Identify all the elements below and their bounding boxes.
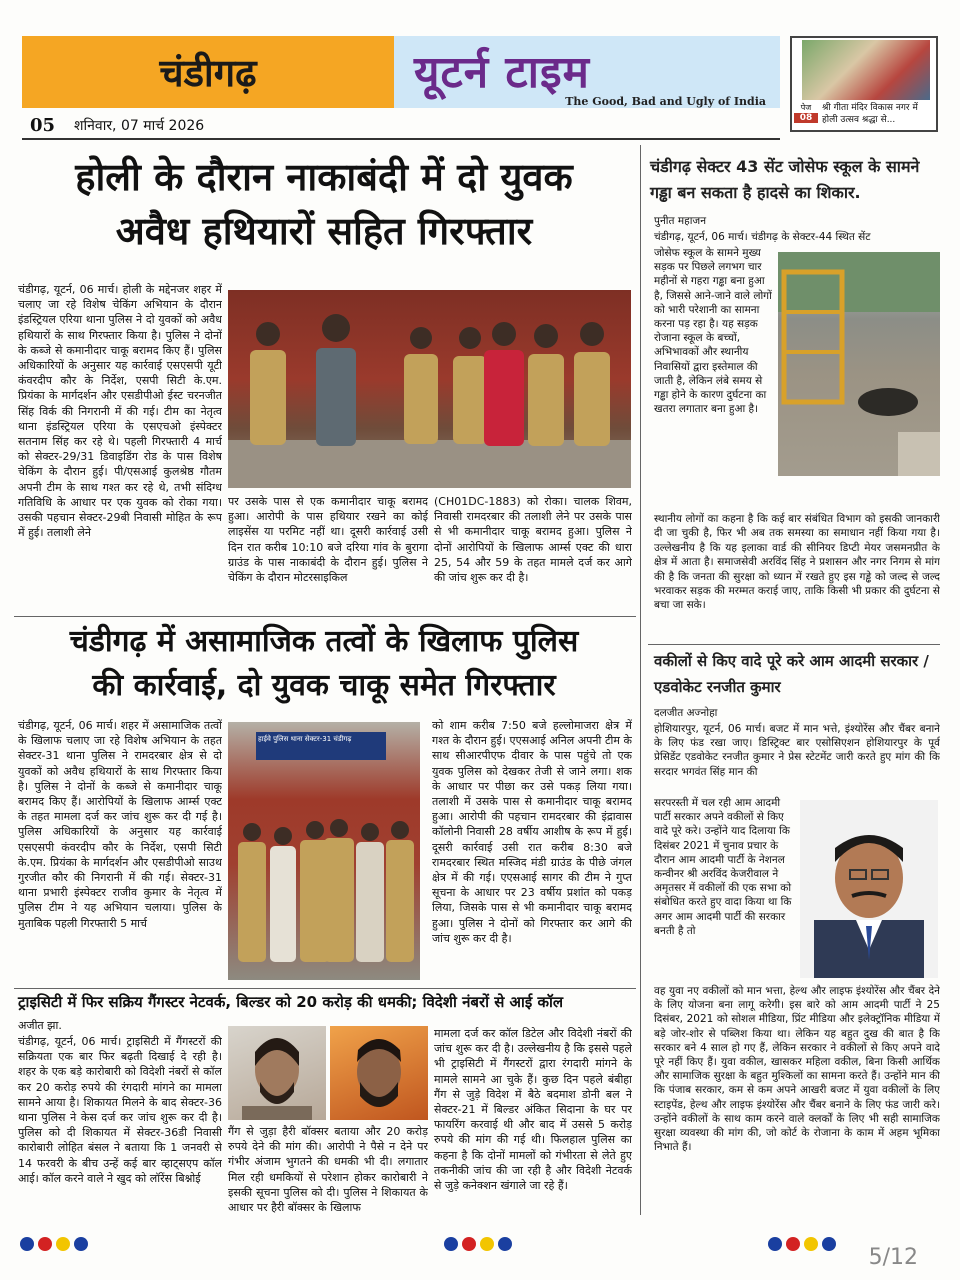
story3-photo-left bbox=[228, 1026, 326, 1120]
story1-col1: चंडीगढ़, यूटर्न, 06 मार्च। होली के मद्देनजर शहर में चलाए जा रहे विशेष चेकिंग अभियान के दौरान इंडस्ट्रियल एरिया थाना पुलिस ने दो युवकों को अवैध हथियारों के साथ गिरफ्तार किया है। पुलिस ने दोनों के कब्जे से कमानीदार चाकू बरामद किए हैं। पुलिस अधिकारियों के अनुसार यह कार्रवाई एसएसपी यूटी कंवरदीप कौर के निर्देश, एसपी सिटी के.एम. प्रियंका के मार्गदर्शन और एसडीपीओ ईस्ट चरनजीत सिंह विर्क की निगरानी में की गई। टीम का नेतृत्व थाना इंडस्ट्रियल एरिया के एसएचओ इंस्पेक्टर सतनाम सिंह कर रहे थे। पहली गिरफ्तारी 4 मार्च को सेक्टर-29/31 डिवाइडिंग रोड के पास विशेष चेकिंग के दौरान हुई। पी/एसआई कुलश्रेष्ठ गौतम अपनी टीम के साथ गश्त कर रहे थे, तभी संदिग्ध गतिविधि के आधार पर एक युवक को रोका गया। उसकी पहचान सेक्टर-29बी निवासी मोहित के रूप में हुई। तलाशी लेने bbox=[18, 283, 222, 540]
suspect-portrait-1 bbox=[228, 1026, 326, 1120]
column-divider bbox=[640, 145, 641, 1215]
story1-headline bbox=[14, 150, 634, 258]
footer-dots-right bbox=[768, 1236, 840, 1255]
story4-side: जोसेफ स्कूल के सामने मुख्य सड़क पर पिछले लगभग चार महीनों से गहरा गड्ढा बना हुआ है, जिससे आने-जाने वाले लोगों को भारी परेशानी का सामना करना पड़ रहा है। यह सड़क रोजाना स्कूल के बच्चों, अभिभावकों और स्थानीय निवासियों द्वारा इस्तेमाल की जाती है, लेकिन लंबे समय से गड्ढा होने के कारण दुर्घटना का खतरा लगातार बना हुआ है। bbox=[654, 247, 772, 416]
story5-byline: दलजीत अज्नोहा bbox=[654, 707, 718, 719]
footer-dot bbox=[822, 1237, 836, 1251]
teaser-page-ref bbox=[794, 102, 818, 123]
story2-headline bbox=[14, 620, 634, 708]
story3-photo-right bbox=[330, 1026, 428, 1120]
masthead bbox=[394, 36, 780, 108]
footer-dot bbox=[768, 1237, 782, 1251]
advocate-portrait bbox=[800, 800, 938, 978]
story1-col3: (CH01DC-1883) को रोका। चालक शिवम, निवासी रामदरबार की तलाशी लेने पर उसके पास से भी कमानीदार चाकू बरामद हुआ। पुलिस ने दोनों आरोपियों के खिलाफ आर्म्स एक्ट की धारा 25, 54 और 59 के तहत मामले दर्ज कर आगे की जांच शुरू कर दी है। bbox=[434, 495, 632, 585]
story4-photo bbox=[778, 252, 940, 476]
footer-dot bbox=[498, 1237, 512, 1251]
story3-col2: गैंग से जुड़ा हैरी बॉक्सर बताया और 20 करोड़ रुपये देने की मांग की। आरोपी ने पैसे न देने पर गंभीर अंजाम भुगतने की धमकी भी दी। लगातार मिल रही धमकियों से परेशान होकर कारोबारी ने इसकी सूचना पुलिस को दी। पुलिस ने शिकायत के आधार पर हैरी बॉक्सर के खिलाफ bbox=[228, 1125, 428, 1215]
suspect-portrait-2 bbox=[330, 1026, 428, 1120]
footer-dot bbox=[480, 1237, 494, 1251]
police-group-figures bbox=[228, 290, 631, 488]
story5-headline: वकीलों से किए वादे पूरे करे आम आदमी सरकार / एडवोकेट रनजीत कुमार bbox=[654, 652, 929, 696]
story2-photo bbox=[228, 722, 420, 980]
footer-dot bbox=[56, 1237, 70, 1251]
story2-headline-line1: चंडीगढ़ में असामाजिक तत्वों के खिलाफ पुलिस bbox=[69, 624, 579, 659]
issue-date: शनिवार, 07 मार्च 2026 bbox=[74, 118, 205, 134]
story4-lead: चंडीगढ़, यूटर्न, 06 मार्च। चंडीगढ़ के सेक्टर-44 स्थित सेंट bbox=[654, 231, 871, 243]
story1-col2: पर उसके पास से एक कमानीदार चाकू बरामद हुआ। आरोपी के पास हथियार रखने का कोई लाइसेंस या परमिट नहीं था। दूसरी कार्रवाई उसी दिन रात करीब 10:10 बजे दरिया गांव के बुरागा ग्राउंड के पास नाकाबंदी के दौरान हुई। पुलिस ने चेकिंग के दौरान मोटरसाइकिल bbox=[228, 495, 428, 585]
footer-dot bbox=[38, 1237, 52, 1251]
section-rule bbox=[14, 988, 636, 989]
footer-dot bbox=[786, 1237, 800, 1251]
masthead-rule bbox=[22, 138, 780, 140]
footer-dots-left bbox=[20, 1236, 92, 1255]
page-number: 05 bbox=[30, 115, 56, 136]
police-station-sign: हाईवे पुलिस थाना सेक्टर-31 चंडीगढ़ bbox=[256, 732, 386, 760]
story2-col1: चंडीगढ़, यूटर्न, 06 मार्च। शहर में असामाजिक तत्वों के खिलाफ चलाए जा रहे विशेष अभियान के तहत सेक्टर-31 थाना पुलिस ने रामदरबार क्षेत्र से दो युवकों को अवैध हथियारों के साथ गिरफ्तार किया है। पुलिस ने दोनों के कब्जे से कमानीदार चाकू बरामद किए हैं। आरोपियों के खिलाफ आर्म्स एक्ट के तहत मामला दर्ज कर जांच शुरू कर दी गई है। पुलिस अधिकारियों के अनुसार यह कार्रवाई एसएसपी कंवरदीप कौर के निर्देश, एसपी सिटी के.एम. प्रियंका के मार्गदर्शन और एसडीपीओ साउथ गुरजीत कौर की निगरानी में की गई। सेक्टर-31 थाना प्रभारी इंस्पेक्टर राजीव कुमार के नेतृत्व में पुलिस टीम ने यह अभियान चलाया। पुलिस के मुताबिक पहली गिरफ्तारी 5 मार्च bbox=[18, 719, 222, 930]
story1-headline-line1: होली के दौरान नाकाबंदी में दो युवक bbox=[75, 155, 573, 199]
footer-dots-center bbox=[444, 1236, 516, 1255]
story2-headline-line2: की कार्रवाई, दो युवक चाकू समेत गिरफ्तार bbox=[92, 668, 556, 703]
teaser-caption: श्री गीता मंदिर विकास नगर में होली उत्सव श्रद्धा से... bbox=[822, 103, 918, 125]
section-rule bbox=[648, 644, 940, 645]
story5-photo bbox=[800, 800, 938, 978]
city-name: चंडीगढ़ bbox=[159, 51, 257, 95]
pothole-scene bbox=[778, 252, 940, 476]
story3-col3: मामला दर्ज कर कॉल डिटेल और विदेशी नंबरों की जांच शुरू कर दी है। उल्लेखनीय है कि इससे पहले भी ट्राइसिटी में गैंगस्टरों द्वारा रंगदारी मांगने के मामले सामने आ चुके हैं। कुछ दिन पहले बंबीहा गैंग से जुड़े विदेश में बैठे बदमाश डोनी बल ने सेक्टर-21 में बिल्डर अंकित सिदाना के घर पर फायरिंग करवाई थी और बाद में उससे 5 करोड़ रुपये की मांग की गई थी। फिलहाल पुलिस का कहना है कि दोनों मामलों को गंभीरता से लेते हुए तकनीकी जांच की जा रही है और विदेशी नेटवर्क से जुड़े कनेक्शन खंगाले जा रहे हैं। bbox=[434, 1027, 632, 1193]
footer-dot bbox=[804, 1237, 818, 1251]
story1-headline-line2: अवैध हथियारों सहित गिरफ्तार bbox=[115, 209, 533, 253]
story4-byline: पुनीत महाजन bbox=[654, 215, 707, 227]
paper-name: यूटर्न टाइम bbox=[414, 47, 590, 98]
story2-col3: को शाम करीब 7:50 बजे हल्लोमाजरा क्षेत्र में गश्त के दौरान हुई। एएसआई अनिल अपनी टीम के साथ सीआरपीएफ दीवार के पास पहुंचे तो एक युवक पुलिस को देखकर तेजी से जाने लगा। शक के आधार पर पीछा कर उसे पकड़ लिया गया। तलाशी में उसके पास से कमानीदार चाकू बरामद हुआ। आरोपी की पहचान रामदरबार की इंद्रावास कॉलोनी निवासी 28 वर्षीय आशीष के रूप में हुई। दूसरी कार्रवाई उसी रात करीब 8:30 बजे रामदरबार स्थित मस्जिद मंडी ग्राउंड के पीछे जंगल क्षेत्र में की गई। एएसआई सागर की टीम ने गुप्त सूचना के आधार पर 23 वर्षीय प्रशांत को पकड़ लिया, जिसके पास से भी कमानीदार चाकू बरामद हुआ। पुलिस ने दोनों को गिरफ्तार कर आगे की जांच शुरू कर दी है। bbox=[432, 719, 632, 945]
page-counter[interactable]: 5/12 bbox=[868, 1245, 918, 1270]
section-rule bbox=[14, 616, 636, 617]
story5-lead: होशियारपुर, यूटर्न, 06 मार्च। बजट में मान भत्ते, इंश्योरेंस और चैंबर बनाने के लिए फंड रखा जाए। डिस्ट्रिक्ट बार एसोसिएशन होशियारपुर के पूर्व प्रेसिडेंट एडवोकेट रनजीत कुमार ने प्रेस स्टेटमेंट जारी करते हुए मांग की कि सरदार भगवंत सिंह मान की bbox=[654, 723, 940, 778]
story3-col1: चंडीगढ़, यूटर्न, 06 मार्च। ट्राइसिटी में गैंगस्टरों की सक्रियता एक बार फिर बढ़ती दिखाई दे रही है। शहर के एक बड़े कारोबारी को विदेशी नंबरों से कॉल कर 20 करोड़ रुपये की रंगदारी मांगने का मामला सामने आया है। शिकायत मिलने के बाद सेक्टर-36 थाना पुलिस ने केस दर्ज कर जांच शुरू कर दी है। पुलिस को दी शिकायत में सेक्टर-36डी निवासी कारोबारी लोहित बंसल ने बताया कि 1 जनवरी से 14 फरवरी के बीच उन्हें कई बार व्हाट्सएप कॉल आई। कॉल करने वाले ने खुद को लॉरेंस बिश्नोई bbox=[18, 1035, 222, 1185]
teaser-page-label: पेज bbox=[800, 103, 812, 112]
story3-headline: ट्राइसिटी में फिर सक्रिय गैंगस्टर नेटवर्क, बिल्डर को 20 करोड़ की धमकी; विदेशी नंबरों से आई कॉल bbox=[18, 993, 564, 1011]
police-arrest-figures bbox=[228, 722, 420, 980]
story4-headline: चंडीगढ़ सेक्टर 43 सेंट जोसेफ स्कूल के सामने गड्ढा बन सकता है हादसे का शिकार. bbox=[650, 157, 920, 202]
story5-rest: वह युवा नए वकीलों को मान भत्ता, हेल्थ और लाइफ इंश्योरेंस और चैंबर देने के लिए योजना बना लागू करेगी। इस बारे को आम आदमी पार्टी ने 25 दिसंबर, 2021 को सोशल मीडिया, प्रिंट मीडिया और इलेक्ट्रॉनिक मीडिया में बड़े जोर-शोर से पब्लिश किया था। लेकिन यह बहुत दुख की बात है कि सरकार बने 4 साल हो गए हैं, लेकिन सरकार ने वकीलों से किए अपने वादे पूरे नहीं किए हैं। युवा वकील, खासकर महिला वकील, बिना किसी आर्थिक और सामाजिक सुरक्षा के बहुत मुश्किलों का सामना करते हैं। उन्होंने मान की कि पंजाब सरकार, कम से कम अपने आखरी बजट में युवा वकीलों के लिए स्टाइपेंड, हेल्थ और लाइफ इंश्योरेंस और चैंबर बनाने के लिए फंड जारी करे। उन्होंने वकीलों के साथ काम करने वाले क्लर्कों के लिए भी सही सामाजिक सुरक्षा व्यवस्था की मांग की, जो कोर्ट के रोजाना के काम में अहम भूमिका निभाते हैं। bbox=[654, 985, 940, 1154]
city-banner bbox=[22, 36, 394, 108]
story5-side: सरपरस्ती में चल रही आम आदमी पार्टी सरकार अपने वकीलों से किए वादे पूरे करे। उन्होंने याद दिलाया कि दिसंबर 2021 में चुनाव प्रचार के दौरान आम आदमी पार्टी के नेशनल कन्वीनर श्री अरविंद केजरीवाल ने अमृतसर में वकीलों की एक सभा को संबोधित करते हुए वादा किया था कि अगर आम आदमी पार्टी की सरकार बनती है तो bbox=[654, 797, 792, 937]
story4-rest: स्थानीय लोगों का कहना है कि कई बार संबंधित विभाग को इसकी जानकारी दी जा चुकी है, फिर भी अब तक समस्या का समाधान नहीं किया गया है। उल्लेखनीय है कि यह इलाका वार्ड की सीनियर डिप्टी मेयर जसमनप्रीत के क्षेत्र में आता है। समाजसेवी अरविंद सिंह ने प्रशासन और नगर निगम से मांग की है कि जनता की सुरक्षा को ध्यान में रखते हुए इस गड्ढे को जल्द से जल्द भरवाकर सड़क की मरम्मत कराई जाए, ताकि किसी भी प्रकार की दुर्घटना से बचा जा सके। bbox=[654, 513, 940, 612]
teaser-box[interactable] bbox=[790, 36, 938, 132]
footer-dot bbox=[20, 1237, 34, 1251]
paper-tagline: The Good, Bad and Ugly of India bbox=[565, 95, 766, 108]
teaser-photo bbox=[802, 40, 930, 100]
teaser-page-num: 08 bbox=[794, 113, 818, 123]
story1-photo bbox=[228, 290, 631, 488]
story3-byline: अजीत झा. bbox=[18, 1019, 62, 1032]
footer-dot bbox=[444, 1237, 458, 1251]
footer-dot bbox=[74, 1237, 88, 1251]
footer-dot bbox=[462, 1237, 476, 1251]
